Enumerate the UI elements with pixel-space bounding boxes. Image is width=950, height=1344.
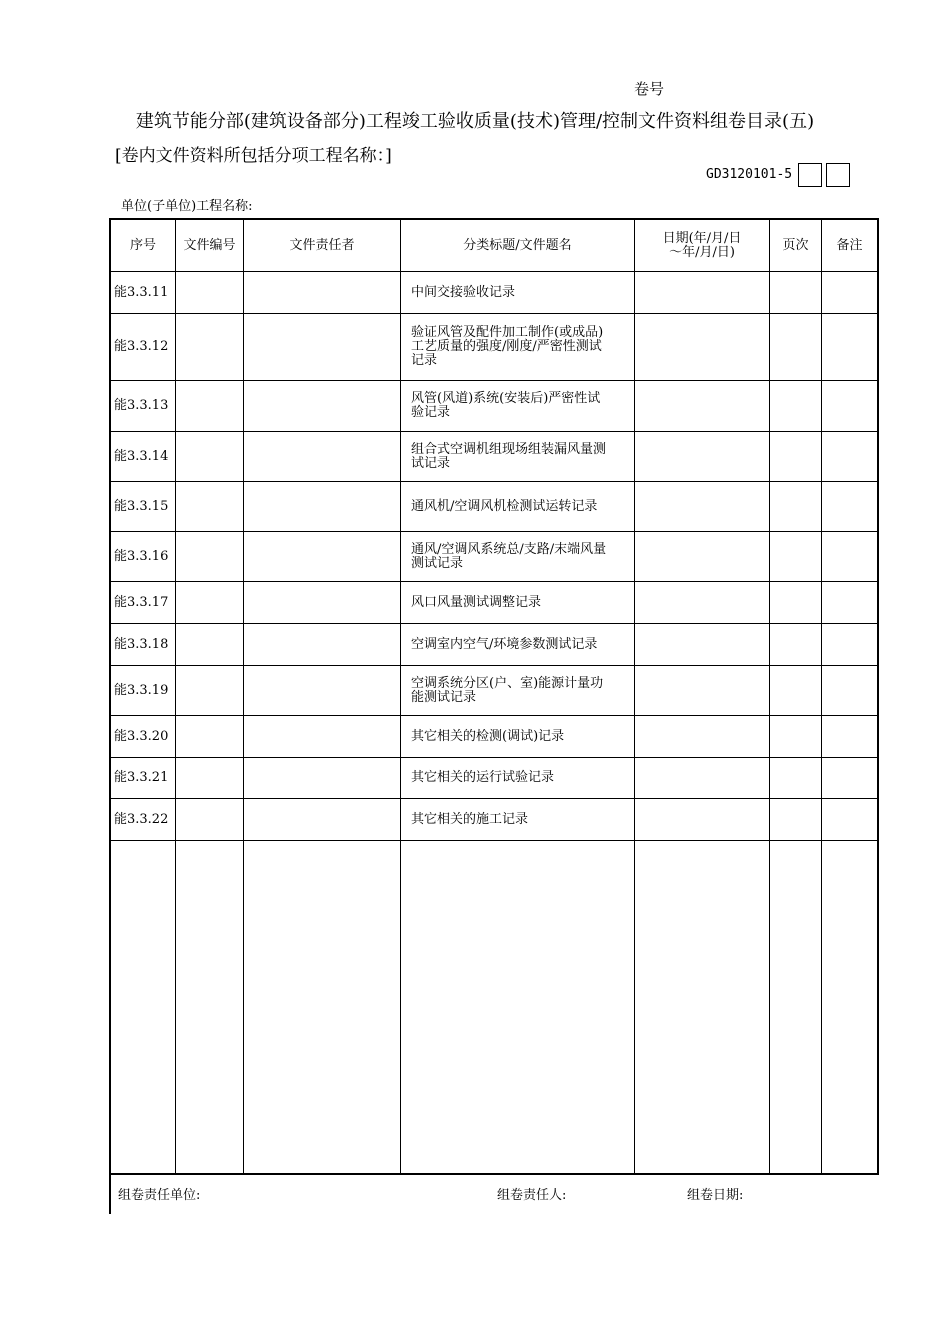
header-date-line1: 日期(年/月/日	[662, 230, 742, 246]
row-seq: 能3.3.22	[114, 811, 169, 827]
row-seq: 能3.3.18	[114, 636, 169, 652]
row-seq: 能3.3.17	[114, 594, 169, 610]
volume-number-label: 卷号	[634, 80, 665, 98]
header-pages: 页次	[782, 237, 809, 253]
volume-box-2[interactable]	[826, 163, 850, 187]
col-divider	[243, 220, 244, 1173]
row-title: 其它相关的运行试验记录	[411, 770, 555, 785]
header-file-no: 文件编号	[183, 237, 236, 253]
header-seq: 序号	[129, 237, 156, 253]
row-title: 空调室内空气/环境参数测试记录	[411, 636, 598, 652]
form-code: GD3120101-5	[706, 167, 793, 182]
row-title: 空调系统分区(户、室)能源计量功能测试记录	[411, 675, 604, 705]
row-title: 通风机/空调风机检测试运转记录	[411, 498, 598, 514]
footer-person-label: 组卷责任人:	[497, 1188, 567, 1203]
row-seq: 能3.3.13	[114, 398, 169, 413]
footer-unit-label: 组卷责任单位:	[118, 1188, 201, 1203]
header-title: 分类标题/文件题名	[463, 237, 572, 253]
row-title: 组合式空调机组现场组装漏风量测试记录	[411, 441, 607, 471]
volume-box-1[interactable]	[798, 163, 822, 187]
row-divider	[111, 840, 877, 841]
row-title: 风口风量测试调整记录	[411, 594, 542, 610]
row-seq: 能3.3.16	[114, 548, 169, 564]
row-title: 风管(风道)系统(安装后)严密性试验记录	[411, 391, 601, 420]
row-title: 验证风管及配件加工制作(或成品)工艺质量的强度/刚度/严密性测试记录	[411, 325, 604, 368]
row-title: 其它相关的施工记录	[411, 811, 529, 827]
row-seq: 能3.3.15	[114, 498, 169, 514]
col-divider	[634, 220, 635, 1173]
row-title: 其它相关的检测(调试)记录	[411, 728, 565, 744]
subtitle: [卷内文件资料所包括分项工程名称：]	[115, 146, 392, 166]
row-seq: 能3.3.21	[114, 770, 169, 785]
document-title: 建筑节能分部(建筑设备部分)工程竣工验收质量(技术)管理/控制文件资料组卷目录(五)	[135, 111, 815, 132]
col-divider	[769, 220, 770, 1173]
footer-date-label: 组卷日期:	[687, 1188, 744, 1203]
row-seq: 能3.3.11	[114, 284, 169, 300]
unit-project-name-label: 单位(子单位)工程名称:	[121, 199, 253, 214]
col-divider	[400, 220, 401, 1173]
row-seq: 能3.3.14	[114, 448, 169, 464]
row-title: 中间交接验收记录	[411, 284, 516, 300]
row-seq: 能3.3.12	[114, 339, 169, 354]
header-date	[635, 220, 769, 271]
header-remarks: 备注	[836, 237, 863, 253]
catalog-table	[109, 218, 879, 1175]
col-divider	[821, 220, 822, 1173]
header-date-line2: ～年/月/日)	[669, 244, 735, 260]
row-seq: 能3.3.19	[114, 682, 169, 698]
row-title: 通风/空调风系统总/支路/末端风量测试记录	[411, 541, 607, 571]
footer-border	[109, 1172, 111, 1214]
header-responsible: 文件责任者	[289, 237, 355, 253]
row-seq: 能3.3.20	[114, 728, 169, 744]
